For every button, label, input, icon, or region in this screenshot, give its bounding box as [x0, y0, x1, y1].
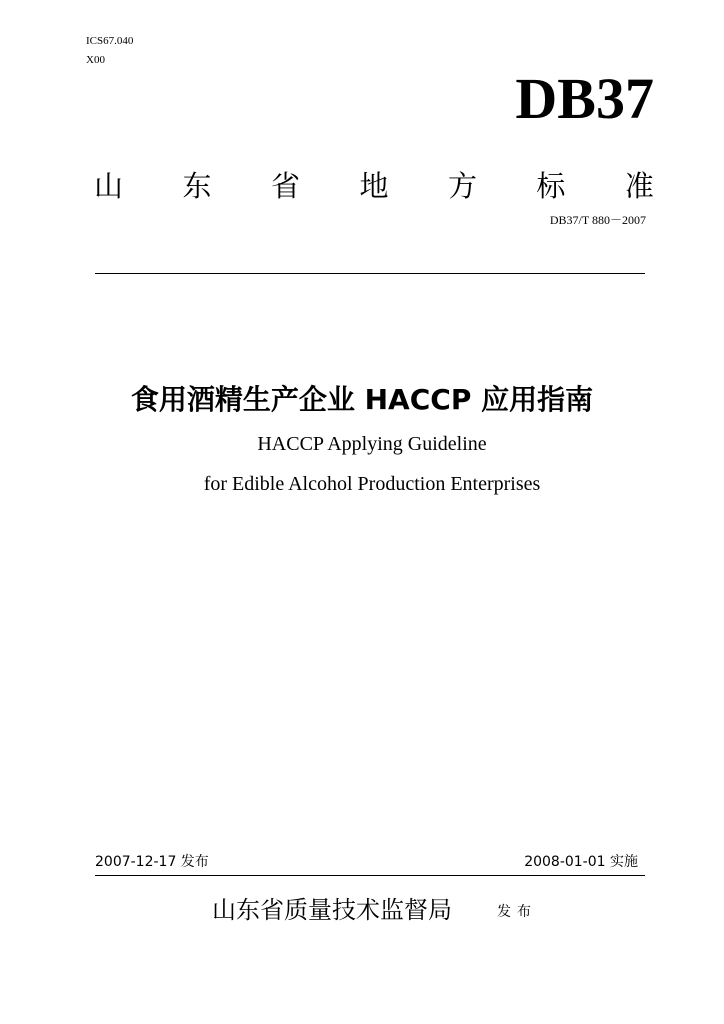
standard-logo: DB37: [515, 66, 654, 131]
standard-type-title: [94, 168, 654, 204]
standard-type-char: 东: [182, 169, 212, 203]
issue-date: 2007-12-17 发布: [95, 854, 209, 870]
standard-type-char: 省: [270, 169, 300, 203]
standard-type-char: 标: [536, 169, 566, 203]
footer-divider: [95, 875, 645, 876]
ics-code: ICS67.040: [86, 35, 134, 47]
document-title-chinese: 食用酒精生产企业 HACCP 应用指南: [130, 383, 594, 416]
publisher-name: 山东省质量技术监督局: [212, 896, 452, 924]
standard-type-char: 地: [359, 169, 389, 203]
implementation-date: 2008-01-01 实施: [524, 854, 638, 870]
standard-number: DB37/T 880－2007: [549, 213, 646, 227]
document-title-english-line1: HACCP Applying Guideline: [257, 433, 487, 455]
classification-code: X00: [86, 54, 105, 66]
standard-type-char: 方: [447, 169, 477, 203]
header-divider: [95, 273, 645, 274]
standard-type-char: 山: [94, 169, 124, 203]
standard-type-char: 准: [624, 169, 654, 203]
document-title-english-line2: for Edible Alcohol Production Enterprises: [203, 473, 541, 495]
publish-label: 发布: [497, 904, 537, 920]
